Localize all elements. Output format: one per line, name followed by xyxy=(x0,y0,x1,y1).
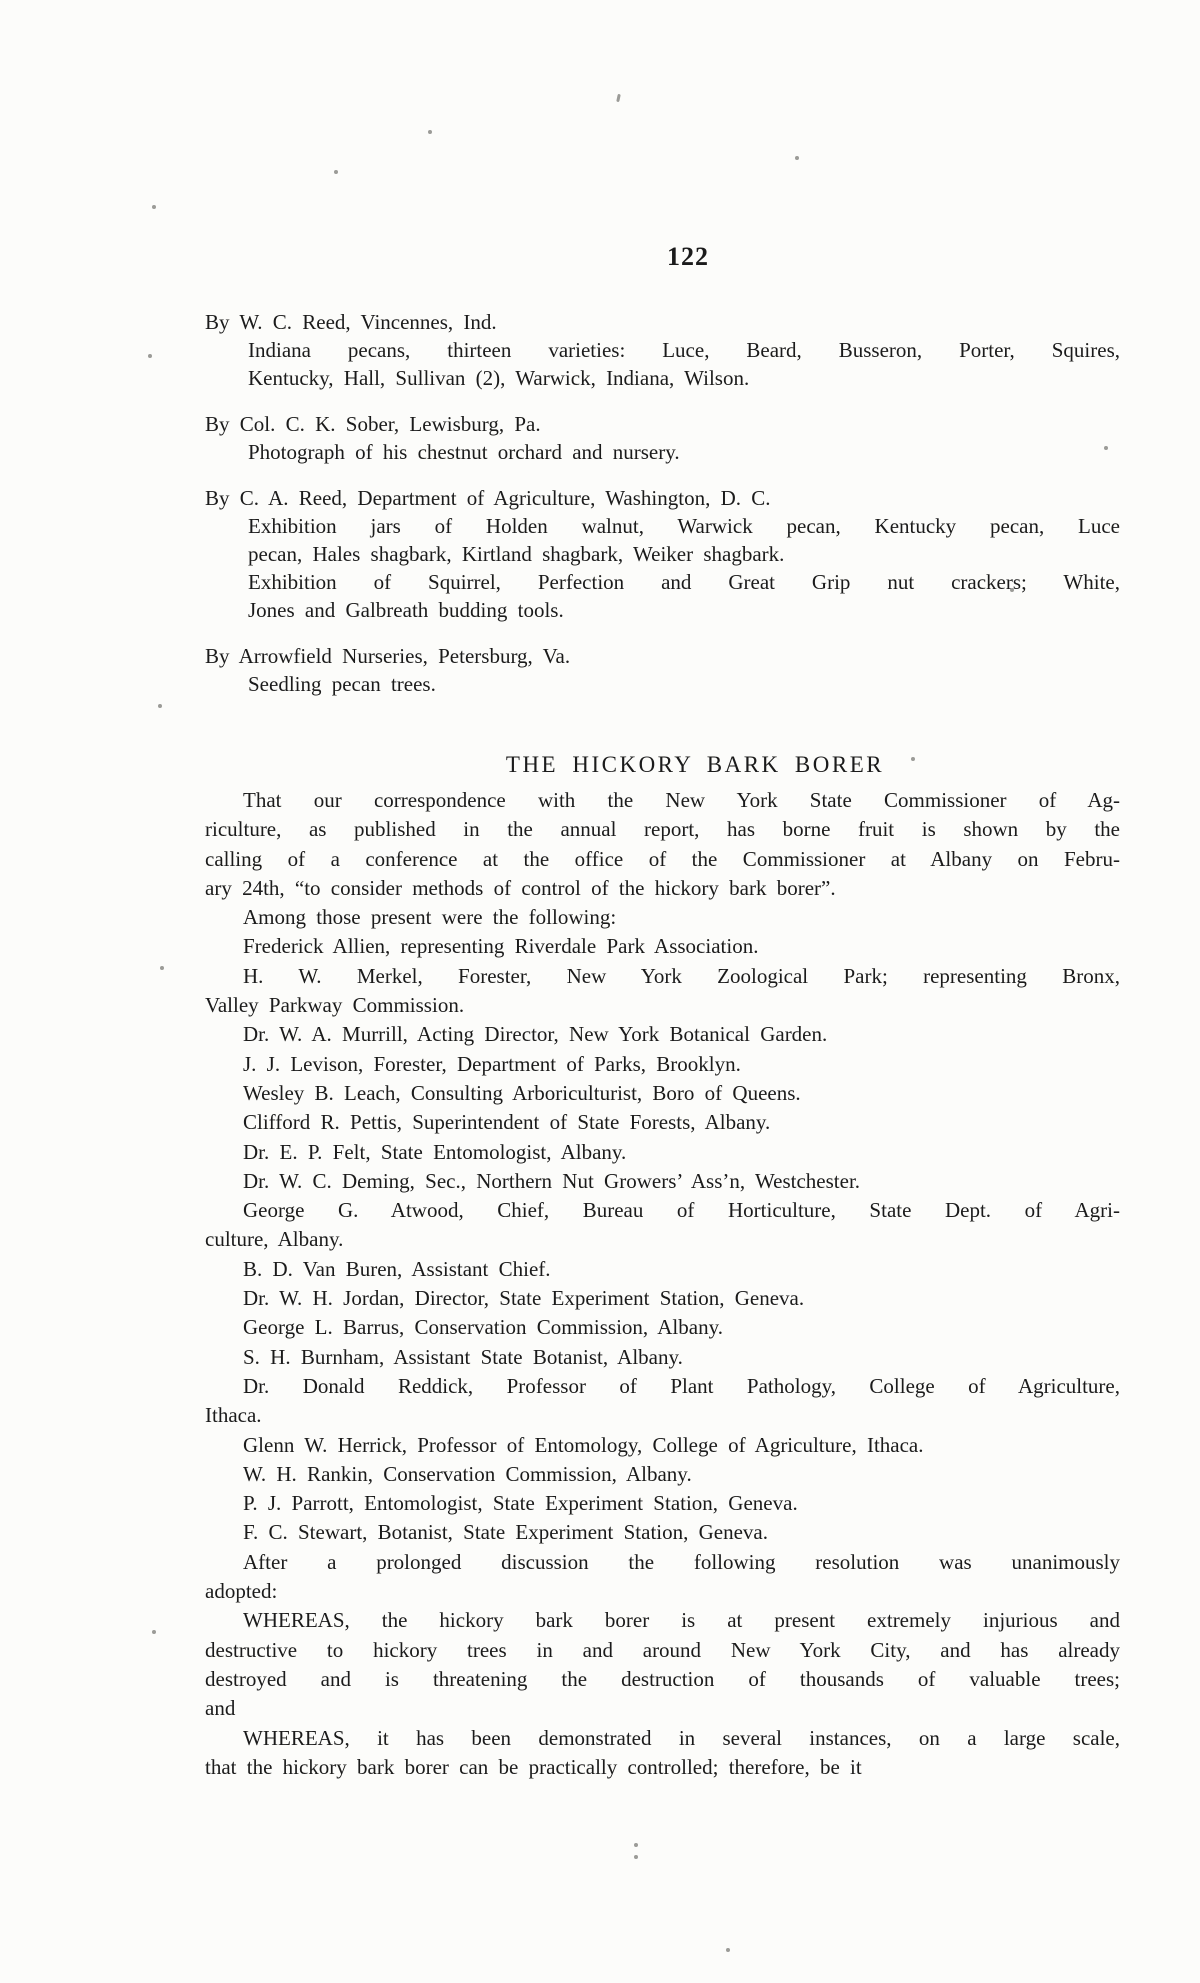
text-line: Jones and Galbreath budding tools. xyxy=(248,598,564,622)
scan-speck xyxy=(148,354,152,358)
text-line: George L. Barrus, Conservation Commission, Albany. xyxy=(243,1315,723,1340)
text-line: S. H. Burnham, Assistant State Botanist, Albany. xyxy=(243,1344,683,1369)
text-line: Exhibition of Squirrel, Perfection and Great Grip nut crackers; White, xyxy=(248,570,1120,594)
scan-speck xyxy=(428,130,432,134)
body-paragraph xyxy=(205,1372,1120,1431)
text-line: ary 24th, “to consider methods of control of the hickory bark borer”. xyxy=(205,875,836,900)
exhibit-byline: By W. C. Reed, Vincennes, Ind. xyxy=(205,310,497,334)
scan-speck xyxy=(158,704,162,708)
body-paragraph xyxy=(205,1606,1120,1723)
body-paragraph xyxy=(205,1460,1120,1489)
exhibit-detail xyxy=(205,336,1120,392)
exhibit-detail xyxy=(205,670,1120,698)
body-paragraph xyxy=(205,1518,1120,1547)
body-text xyxy=(205,786,1120,1782)
text-line: riculture, as published in the annual report, has borne fruit is shown by the xyxy=(205,817,1120,842)
text-line: P. J. Parrott, Entomologist, State Experiment Station, Geneva. xyxy=(243,1491,798,1516)
body-paragraph xyxy=(205,1108,1120,1137)
exhibit-detail xyxy=(205,512,1120,568)
body-paragraph xyxy=(205,1196,1120,1255)
text-line: After a prolonged discussion the following resolution was unanimously xyxy=(243,1549,1120,1574)
text-line: Dr. W. C. Deming, Sec., Northern Nut Growers’ Ass’n, Westchester. xyxy=(243,1168,861,1193)
text-line: WHEREAS, it has been demonstrated in several instances, on a large scale, xyxy=(243,1725,1120,1750)
scan-speck xyxy=(616,94,621,102)
text-line: George G. Atwood, Chief, Bureau of Horticulture, State Dept. of Agri- xyxy=(243,1198,1120,1223)
text-line: Seedling pecan trees. xyxy=(248,672,436,696)
text-line: Wesley B. Leach, Consulting Arboriculturist, Boro of Queens. xyxy=(243,1080,801,1105)
exhibit-entry xyxy=(205,410,1120,466)
body-paragraph xyxy=(205,1548,1120,1607)
body-paragraph xyxy=(205,1313,1120,1342)
text-line: pecan, Hales shagbark, Kirtland shagbark, Weiker shagbark. xyxy=(248,542,785,566)
body-paragraph xyxy=(205,1167,1120,1196)
exhibit-list xyxy=(205,308,1120,716)
text-line: H. W. Merkel, Forester, New York Zoological Park; representing Bronx, xyxy=(243,963,1120,988)
text-line: Glenn W. Herrick, Professor of Entomology, College of Agriculture, Ithaca. xyxy=(243,1432,924,1457)
exhibit-byline: By Arrowfield Nurseries, Petersburg, Va. xyxy=(205,644,571,668)
text-line: Ithaca. xyxy=(205,1403,262,1428)
text-line: That our correspondence with the New York State Commissioner of Ag- xyxy=(243,788,1120,812)
body-paragraph xyxy=(205,786,1120,903)
scan-speck xyxy=(634,1855,638,1859)
text-line: and xyxy=(205,1696,236,1721)
page-number: 122 xyxy=(667,242,709,271)
body-paragraph xyxy=(205,1079,1120,1108)
exhibit-byline: By C. A. Reed, Department of Agriculture, Washington, D. C. xyxy=(205,486,771,510)
text-line: W. H. Rankin, Conservation Commission, Albany. xyxy=(243,1461,692,1486)
body-paragraph xyxy=(205,1343,1120,1372)
scan-speck xyxy=(726,1948,730,1952)
scan-speck xyxy=(911,757,915,761)
text-line: Among those present were the following: xyxy=(243,905,617,930)
section-heading: THE HICKORY BARK BORER xyxy=(505,752,885,777)
exhibit-entry xyxy=(205,308,1120,392)
body-paragraph xyxy=(205,1020,1120,1049)
text-line: Exhibition jars of Holden walnut, Warwick pecan, Kentucky pecan, Luce xyxy=(248,514,1120,538)
text-line: Frederick Allien, representing Riverdale Park Association. xyxy=(243,934,759,959)
body-paragraph xyxy=(205,1138,1120,1167)
text-line: that the hickory bark borer can be practically controlled; therefore, be it xyxy=(205,1754,862,1779)
exhibit-detail xyxy=(205,568,1120,624)
text-line: F. C. Stewart, Botanist, State Experiment Station, Geneva. xyxy=(243,1520,768,1545)
text-line: Dr. W. H. Jordan, Director, State Experiment Station, Geneva. xyxy=(243,1286,805,1311)
text-line: destructive to hickory trees in and around New York City, and has already xyxy=(205,1637,1120,1662)
text-line: adopted: xyxy=(205,1579,278,1604)
text-line: Kentucky, Hall, Sullivan (2), Warwick, Indiana, Wilson. xyxy=(248,366,750,390)
body-paragraph xyxy=(205,932,1120,961)
body-paragraph xyxy=(205,1050,1120,1079)
text-line: calling of a conference at the office of the Commissioner at Albany on Febru- xyxy=(205,846,1120,871)
scan-speck xyxy=(160,966,164,970)
exhibit-detail xyxy=(205,438,1120,466)
text-line: WHEREAS, the hickory bark borer is at present extremely injurious and xyxy=(243,1608,1120,1633)
scan-speck xyxy=(795,156,799,160)
text-line: Indiana pecans, thirteen varieties: Luce, Beard, Busseron, Porter, Squires, xyxy=(248,338,1120,362)
text-line: Clifford R. Pettis, Superintendent of State Forests, Albany. xyxy=(243,1110,771,1135)
scan-speck xyxy=(334,170,338,174)
scan-speck xyxy=(152,205,156,209)
exhibit-entry xyxy=(205,484,1120,624)
text-line: Dr. E. P. Felt, State Entomologist, Albany. xyxy=(243,1139,627,1164)
body-paragraph xyxy=(205,1431,1120,1460)
text-line: J. J. Levison, Forester, Department of Parks, Brooklyn. xyxy=(243,1051,741,1076)
body-paragraph xyxy=(205,1255,1120,1284)
text-line: Photograph of his chestnut orchard and nursery. xyxy=(248,440,680,464)
body-paragraph xyxy=(205,1489,1120,1518)
text-line: Dr. Donald Reddick, Professor of Plant Pathology, College of Agriculture, xyxy=(243,1373,1120,1398)
scan-speck xyxy=(634,1843,638,1847)
body-paragraph xyxy=(205,1284,1120,1313)
scan-speck xyxy=(152,1630,156,1634)
text-line: destroyed and is threatening the destruction of thousands of valuable trees; xyxy=(205,1666,1120,1691)
exhibit-byline: By Col. C. K. Sober, Lewisburg, Pa. xyxy=(205,412,541,436)
text-line: culture, Albany. xyxy=(205,1227,344,1252)
body-paragraph xyxy=(205,1724,1120,1783)
text-line: Dr. W. A. Murrill, Acting Director, New York Botanical Garden. xyxy=(243,1022,828,1047)
body-paragraph xyxy=(205,903,1120,932)
text-line: B. D. Van Buren, Assistant Chief. xyxy=(243,1256,551,1281)
body-paragraph xyxy=(205,962,1120,1021)
exhibit-entry xyxy=(205,642,1120,698)
text-line: Valley Parkway Commission. xyxy=(205,993,465,1018)
